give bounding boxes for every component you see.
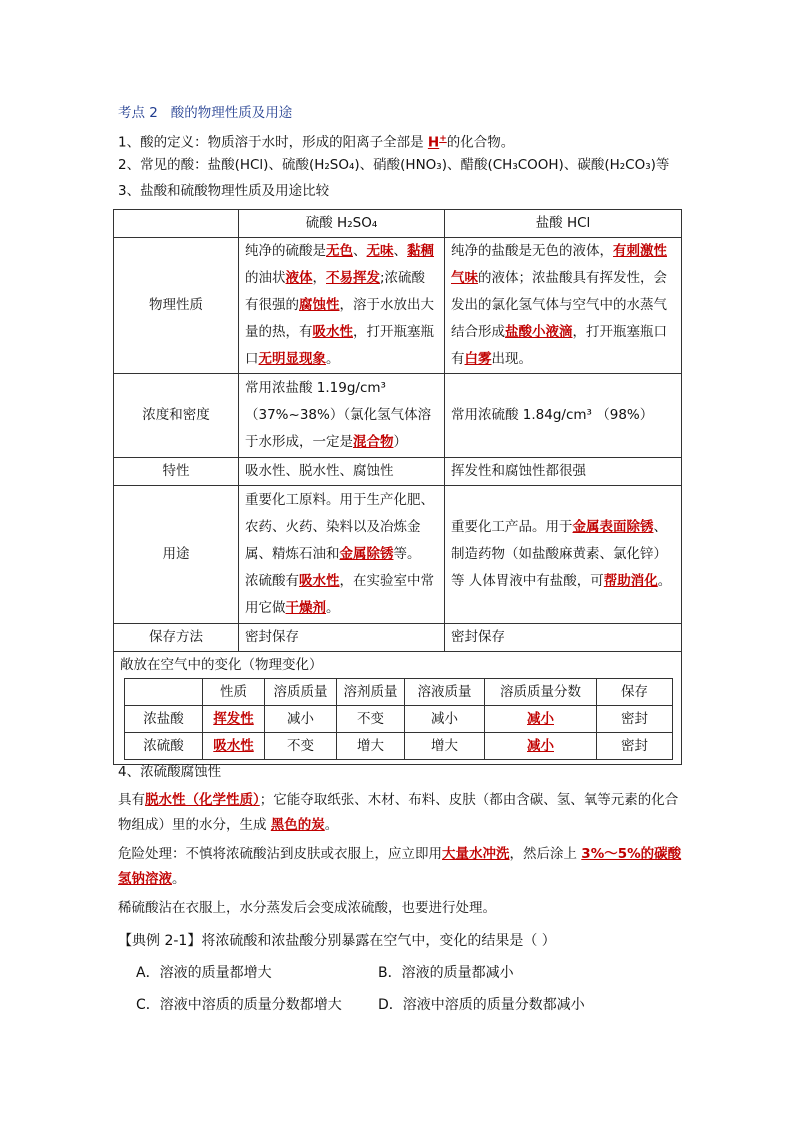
text-run: ，溶于水放出大量的热，有 <box>245 297 434 340</box>
text-run: 重要化工原料。用于生产化肥、农药、火药、染料以及冶炼金属、精炼石油和 <box>245 492 434 562</box>
exposure-header: 溶液质量 <box>405 679 485 706</box>
text-run: ，打开瓶塞瓶口 <box>245 324 434 367</box>
option-c: C．溶液中溶质的质量分数都增大 <box>136 997 342 1013</box>
physical-hcl <box>445 238 682 374</box>
key-term: 吸水性 <box>299 573 340 589</box>
feature-h2so4: 吸水性、脱水性、腐蚀性 <box>239 458 445 486</box>
key-term: 白雾 <box>464 351 492 367</box>
text-run: 具有 <box>118 792 145 808</box>
exposure-row <box>125 733 673 760</box>
exposure-cell: 增大 <box>405 733 485 760</box>
key-term: 帮助消化 <box>603 573 658 589</box>
text-run: ;浓硫酸有很强的 <box>245 270 426 313</box>
text-run: ；它能夺取纸张、木材、布料、皮肤（都由含碳、氢、氧等元素的化合物组成）里的水分，生成 <box>118 792 679 833</box>
exposure-header: 溶质质量分数 <box>485 679 597 706</box>
header-h2so4: 硫酸 H₂SO₄ <box>239 210 445 238</box>
key-term: 有刺激性气味 <box>451 243 667 286</box>
label-physical: 物理性质 <box>114 238 239 374</box>
common-acids: 2、常见的酸：盐酸(HCl)、硫酸(H₂SO₄)、硝酸(HNO₃)、醋酸(CH₃COOH)、碳酸(H₂CO₃)等 <box>118 157 670 173</box>
text-run: 出现。 <box>491 351 532 367</box>
text-run: 危险处理：不慎将浓硫酸沾到皮肤或衣服上，应立即用 <box>118 846 442 862</box>
text-run: 、 <box>353 243 367 259</box>
key-term: 液体 <box>285 270 313 286</box>
option-a: A．溶液的质量都增大 <box>136 965 272 981</box>
exposure-cell-name: 浓盐酸 <box>125 706 203 733</box>
heading-prefix: 考点 2 <box>118 105 158 121</box>
text-run: 、制造药物（如盐酸麻黄素、氯化锌）等 人体胃液中有盐酸，可 <box>451 519 667 589</box>
exposure-header: 性质 <box>203 679 265 706</box>
exposure-cell-property: 吸水性 <box>203 733 265 760</box>
key-term: 黏稠 <box>407 243 434 259</box>
store-hcl: 密封保存 <box>445 624 682 652</box>
exposure-header: 保存 <box>597 679 673 706</box>
acid-definition <box>118 129 514 153</box>
key-term: 黑色的炭 <box>270 817 325 833</box>
exposure-cell: 密封 <box>597 733 673 760</box>
header-empty <box>114 210 239 238</box>
text-run: ，打开瓶塞瓶口有 <box>451 324 667 367</box>
definition-h: H <box>427 134 440 151</box>
text-run: 。 <box>657 573 672 589</box>
label-feature: 特性 <box>114 458 239 486</box>
key-term: 无色 <box>326 243 353 259</box>
text-run: 常用浓盐酸 1.19g/cm³ （37%~38%）（氯化氢气体溶于水形成，一定是 <box>245 380 432 450</box>
key-term: 吸水性 <box>312 324 353 340</box>
example-stem: 【典例 2-1】将浓硫酸和浓盐酸分别暴露在空气中，变化的结果是（ ） <box>118 933 556 949</box>
text-run: 。 <box>326 351 340 367</box>
section-4-para-1 <box>118 788 683 838</box>
section-4-para-2 <box>118 842 683 892</box>
exposure-table <box>124 678 673 760</box>
definition-text: 1、酸的定义：物质溶于水时，形成的阳离子全部是 <box>118 134 428 151</box>
section-4-title: 4、浓硫酸腐蚀性 <box>118 764 222 780</box>
key-term: 脱水性（化学性质） <box>145 792 260 808</box>
exposure-cell: 增大 <box>337 733 405 760</box>
physical-h2so4 <box>239 238 445 374</box>
exposure-cell: 不变 <box>265 733 337 760</box>
heading-title: 酸的物理性质及用途 <box>170 105 293 121</box>
option-b: B．溶液的质量都减小 <box>378 965 514 981</box>
text-run: 等。 <box>393 546 421 562</box>
header-hcl: 盐酸 HCl <box>445 210 682 238</box>
exposure-cell-fraction: 减小 <box>485 733 597 760</box>
density-h2so4 <box>239 374 445 458</box>
text-run: 。 <box>324 817 339 833</box>
text-run: 浓硫酸有 <box>245 573 299 589</box>
use-h2so4 <box>239 486 445 624</box>
definition-tail: 的化合物。 <box>446 134 515 151</box>
key-term: 金属除锈 <box>339 546 394 562</box>
exposure-cell <box>114 652 682 765</box>
exposure-cell-property: 挥发性 <box>203 706 265 733</box>
exposure-cell: 不变 <box>337 706 405 733</box>
text-run: 纯净的硫酸是 <box>245 243 326 259</box>
key-term: 3%～5%的碳酸氢钠溶液 <box>118 846 682 887</box>
exposure-row <box>125 706 673 733</box>
text-run: 的油状 <box>245 270 286 286</box>
text-run: ， <box>312 270 326 286</box>
exposure-cell: 减小 <box>265 706 337 733</box>
text-run: 、 <box>393 243 407 259</box>
label-store: 保存方法 <box>114 624 239 652</box>
text-run: 。 <box>172 871 186 887</box>
definition-plus: + <box>439 134 447 144</box>
section-4-para-3: 稀硫酸沾在衣服上，水分蒸发后会变成浓硫酸，也要进行处理。 <box>118 900 496 916</box>
text-run: 。 <box>326 600 340 616</box>
feature-hcl: 挥发性和腐蚀性都很强 <box>445 458 682 486</box>
text-run: 重要化工产品。用于 <box>451 519 573 535</box>
exposure-title: 敞放在空气中的变化（物理变化） <box>120 657 323 673</box>
text-run: ） <box>393 434 407 450</box>
key-term: 干燥剂 <box>285 600 326 616</box>
exposure-cell: 密封 <box>597 706 673 733</box>
exposure-cell-fraction: 减小 <box>485 706 597 733</box>
key-term: 大量水冲洗 <box>442 846 510 862</box>
text-run: 纯净的盐酸是无色的液体， <box>451 243 613 259</box>
key-term: 金属表面除锈 <box>572 519 654 535</box>
text-run: ，然后涂上 <box>509 846 582 862</box>
exposure-header-row <box>125 679 673 706</box>
text-run: 的液体；浓盐酸具有挥发性，会发出的氯化氢气体与空气中的水蒸气结合形成 <box>451 270 667 340</box>
exposure-cell: 减小 <box>405 706 485 733</box>
key-term: 无明显现象 <box>258 351 326 367</box>
label-density: 浓度和密度 <box>114 374 239 458</box>
use-hcl <box>445 486 682 624</box>
text-run: ，在实验室中常用它做 <box>245 573 434 616</box>
key-term: 无味 <box>366 243 394 259</box>
comparison-table <box>113 209 682 765</box>
exposure-header <box>125 679 203 706</box>
store-h2so4: 密封保存 <box>239 624 445 652</box>
option-d: D．溶液中溶质的质量分数都减小 <box>378 997 585 1013</box>
key-term: 腐蚀性 <box>299 297 340 313</box>
section-heading <box>118 103 292 123</box>
exposure-header: 溶质质量 <box>265 679 337 706</box>
label-use: 用途 <box>114 486 239 624</box>
exposure-cell-name: 浓硫酸 <box>125 733 203 760</box>
density-hcl: 常用浓硫酸 1.84g/cm³ （98%） <box>445 374 682 458</box>
exposure-header: 溶剂质量 <box>337 679 405 706</box>
key-term: 混合物 <box>353 434 394 450</box>
key-term: 不易挥发 <box>326 270 380 286</box>
comparison-intro: 3、盐酸和硫酸物理性质及用途比较 <box>118 183 330 199</box>
key-term: 盐酸小液滴 <box>505 324 573 340</box>
